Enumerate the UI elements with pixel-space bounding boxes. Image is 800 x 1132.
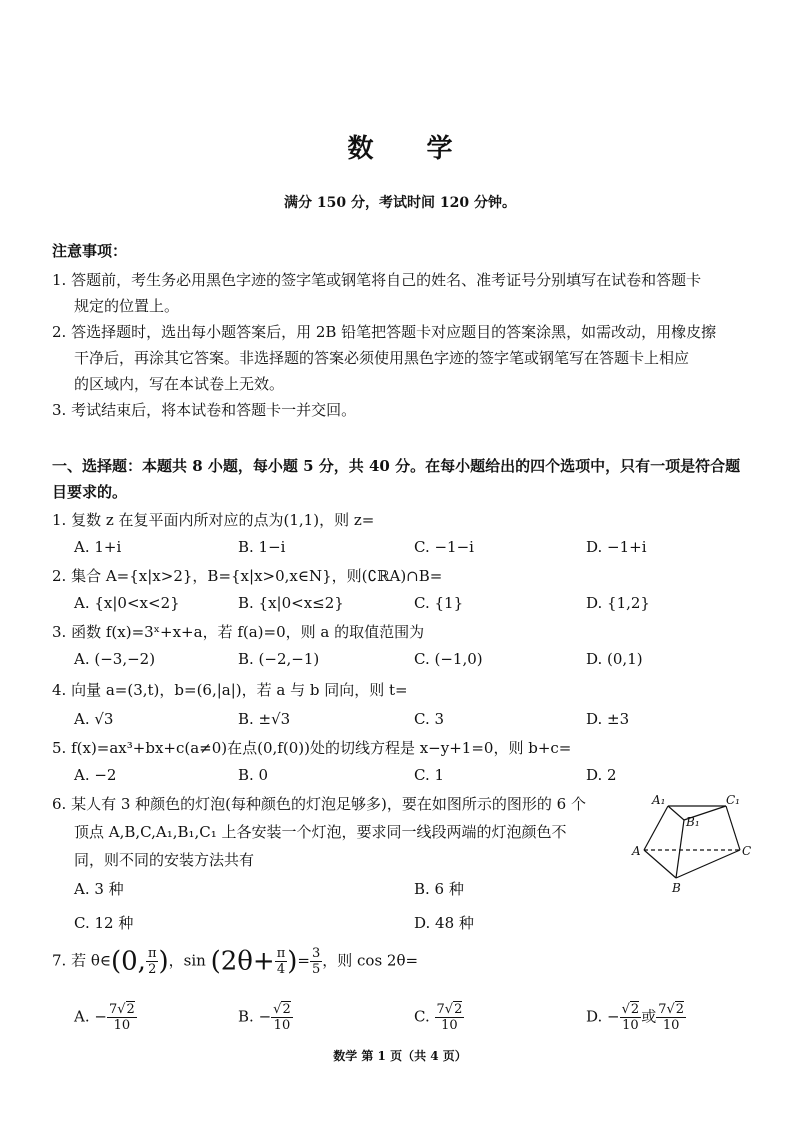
question-2-option-d: D. {1,2} bbox=[586, 594, 650, 612]
q7-b-root: 2 bbox=[282, 1002, 291, 1017]
q7-d-label: D. bbox=[586, 1007, 603, 1026]
question-7-option-b bbox=[238, 1002, 293, 1033]
notice-item-2-line-1: 2. 答选择题时，选出每小题答案后，用 2B 铅笔把答题卡对应题目的答案涂黑，如需改动，用橡皮擦 bbox=[52, 323, 717, 341]
q7-tail: ，则 cos 2θ= bbox=[322, 951, 419, 970]
q7-b-minus: − bbox=[258, 1007, 272, 1026]
question-1-option-c: C. −1−i bbox=[414, 538, 474, 556]
q7-sin: ，sin bbox=[168, 951, 206, 970]
q7-a-minus: − bbox=[94, 1007, 107, 1026]
q7-d-seven: 7 bbox=[658, 1002, 667, 1017]
figure-label-a: A bbox=[632, 844, 641, 858]
q7-a-root: 2 bbox=[126, 1002, 135, 1017]
question-1-stem: 1. 复数 z 在复平面内所对应的点为(1,1)，则 z= bbox=[52, 511, 375, 529]
q7-interval-right: ) bbox=[158, 946, 169, 977]
q7-d-ten-2: 10 bbox=[662, 1018, 680, 1033]
question-5-option-d: D. 2 bbox=[586, 766, 617, 784]
question-5-option-a: A. −2 bbox=[74, 766, 117, 784]
q7-b-fraction: $\frac{√2}{10}$ bbox=[273, 1002, 291, 1033]
question-4-option-b: B. ±√3 bbox=[238, 710, 291, 728]
question-7-option-d bbox=[586, 1002, 686, 1033]
notice-item-1-line-1: 1. 答题前，考生务必用黑色字迹的签字笔或钢笔将自己的姓名、准考证号分别填写在试卷和答题卡 bbox=[52, 271, 702, 289]
section-heading-line-1: 一、选择题：本题共 8 小题，每小题 5 分，共 40 分。在每小题给出的四个选项中，只有一项是符合题 bbox=[52, 457, 741, 475]
q7-d-root-1: 2 bbox=[630, 1002, 640, 1017]
q7-d-fraction-2: $\frac{7√2}{10}$ bbox=[658, 1002, 685, 1033]
q7-pi: π bbox=[147, 946, 157, 961]
question-2-stem: 2. 集合 A={x|x>2}，B={x|x>0,x∈N}，则(∁ℝA)∩B= bbox=[52, 567, 443, 585]
question-3-option-d: D. (0,1) bbox=[586, 650, 643, 668]
figure-label-c1: C₁ bbox=[726, 793, 740, 807]
question-4-option-d: D. ±3 bbox=[586, 710, 630, 728]
q7-three: 3 bbox=[311, 946, 321, 961]
q7-eq: = bbox=[297, 951, 310, 970]
q7-b-ten: 10 bbox=[273, 1018, 291, 1033]
figure-label-b: B bbox=[672, 881, 681, 895]
question-2-option-a: A. {x|0<x<2} bbox=[74, 594, 180, 612]
question-6-option-d: D. 48 种 bbox=[414, 914, 474, 932]
notice-item-1-line-2: 规定的位置上。 bbox=[74, 297, 180, 315]
q7-c-ten: 10 bbox=[441, 1018, 458, 1033]
q7-sin-arg: (2θ+ bbox=[210, 946, 275, 977]
section-heading-line-2: 目要求的。 bbox=[52, 483, 128, 501]
question-4-option-a: A. √3 bbox=[74, 710, 114, 728]
q7-a-label: A. bbox=[74, 1007, 90, 1026]
question-6-option-a: A. 3 种 bbox=[74, 880, 124, 898]
q7-c-label: C. bbox=[414, 1007, 430, 1026]
question-6-line-2: 顶点 A,B,C,A₁,B₁,C₁ 上各安装一个灯泡，要求同一线段两端的灯泡颜色不 bbox=[74, 823, 567, 841]
q7-b-label: B. bbox=[238, 1007, 254, 1026]
question-7-option-a bbox=[74, 1002, 137, 1033]
q7-fraction-pi-over-4 bbox=[275, 946, 288, 977]
q7-pi-2: π bbox=[276, 946, 286, 961]
exam-subtitle: 满分 150 分，考试时间 120 分钟。 bbox=[284, 195, 516, 211]
page-footer: 数学 第 1 页（共 4 页） bbox=[333, 1049, 467, 1063]
question-6-line-3: 同，则不同的安装方法共有 bbox=[74, 851, 255, 869]
q7-d-fraction-1: $\frac{√2}{10}$ bbox=[621, 1002, 640, 1033]
question-3-option-c: C. (−1,0) bbox=[414, 650, 483, 668]
q7-sin-close: ) bbox=[287, 946, 298, 977]
question-7-option-c bbox=[414, 1002, 464, 1033]
notice-item-2-line-3: 的区域内，写在本试卷上无效。 bbox=[74, 375, 285, 393]
question-3-stem: 3. 函数 f(x)=3ˣ+x+a，若 f(a)=0，则 a 的取值范围为 bbox=[52, 623, 425, 641]
q7-c-root: 2 bbox=[454, 1002, 463, 1017]
question-6-option-c: C. 12 种 bbox=[74, 914, 134, 932]
question-4-stem: 4. 向量 a=(3,t)，b=(6,|a|)，若 a 与 b 同向，则 t= bbox=[52, 681, 408, 699]
question-6-option-b: B. 6 种 bbox=[414, 880, 464, 898]
page-title: 数 学 bbox=[347, 134, 475, 164]
question-3-option-a: A. (−3,−2) bbox=[74, 650, 156, 668]
figure-label-c: C bbox=[742, 844, 752, 858]
question-2-option-b: B. {x|0<x≤2} bbox=[238, 594, 344, 612]
q7-two: 2 bbox=[148, 962, 157, 977]
question-1-option-b: B. 1−i bbox=[238, 538, 286, 556]
q7-d-or: 或 bbox=[641, 1007, 657, 1026]
q7-a-seven: 7 bbox=[108, 1002, 118, 1017]
q7-d-root-2: 2 bbox=[675, 1002, 685, 1017]
question-5-option-b: B. 0 bbox=[238, 766, 269, 784]
q7-d-minus: − bbox=[607, 1007, 620, 1026]
notice-item-2-line-2: 干净后，再涂其它答案。非选择题的答案必须使用黑色字迹的签字笔或钢笔写在答题卡上相应 bbox=[74, 349, 690, 367]
q7-five: 5 bbox=[311, 962, 321, 977]
question-2-option-c: C. {1} bbox=[414, 594, 464, 612]
question-6-line-1: 6. 某人有 3 种颜色的灯泡(每种颜色的灯泡足够多)，要在如图所示的图形的 6 个 bbox=[52, 795, 586, 813]
q7-num: 7. 若 θ∈ bbox=[52, 951, 111, 970]
q7-a-fraction: $\frac{7√2}{10}$ bbox=[108, 1002, 135, 1033]
notice-heading: 注意事项： bbox=[52, 242, 128, 260]
prism-figure bbox=[628, 792, 768, 898]
q7-c-seven: 7 bbox=[436, 1002, 445, 1017]
figure-label-b1: B₁ bbox=[686, 815, 700, 829]
q7-interval-left: (0, bbox=[110, 946, 146, 977]
question-1-option-a: A. 1+i bbox=[74, 538, 122, 556]
q7-c-fraction: $\frac{7√2}{10}$ bbox=[436, 1002, 463, 1033]
question-1-option-d: D. −1+i bbox=[586, 538, 647, 556]
notice-item-3: 3. 考试结束后，将本试卷和答题卡一并交回。 bbox=[52, 401, 357, 419]
question-5-option-c: C. 1 bbox=[414, 766, 445, 784]
q7-fraction-pi-over-2 bbox=[146, 946, 159, 977]
q7-fraction-3-over-5 bbox=[310, 946, 322, 977]
question-5-stem: 5. f(x)=ax³+bx+c(a≠0)在点(0,f(0))处的切线方程是 x−y+1=0，则 b+c= bbox=[52, 739, 572, 757]
question-3-option-b: B. (−2,−1) bbox=[238, 650, 320, 668]
figure-label-a1: A₁ bbox=[652, 793, 666, 807]
question-7-stem bbox=[52, 946, 418, 977]
q7-four: 4 bbox=[276, 962, 286, 977]
q7-d-ten-1: 10 bbox=[622, 1018, 639, 1033]
q7-a-ten: 10 bbox=[113, 1018, 131, 1033]
question-4-option-c: C. 3 bbox=[414, 710, 445, 728]
